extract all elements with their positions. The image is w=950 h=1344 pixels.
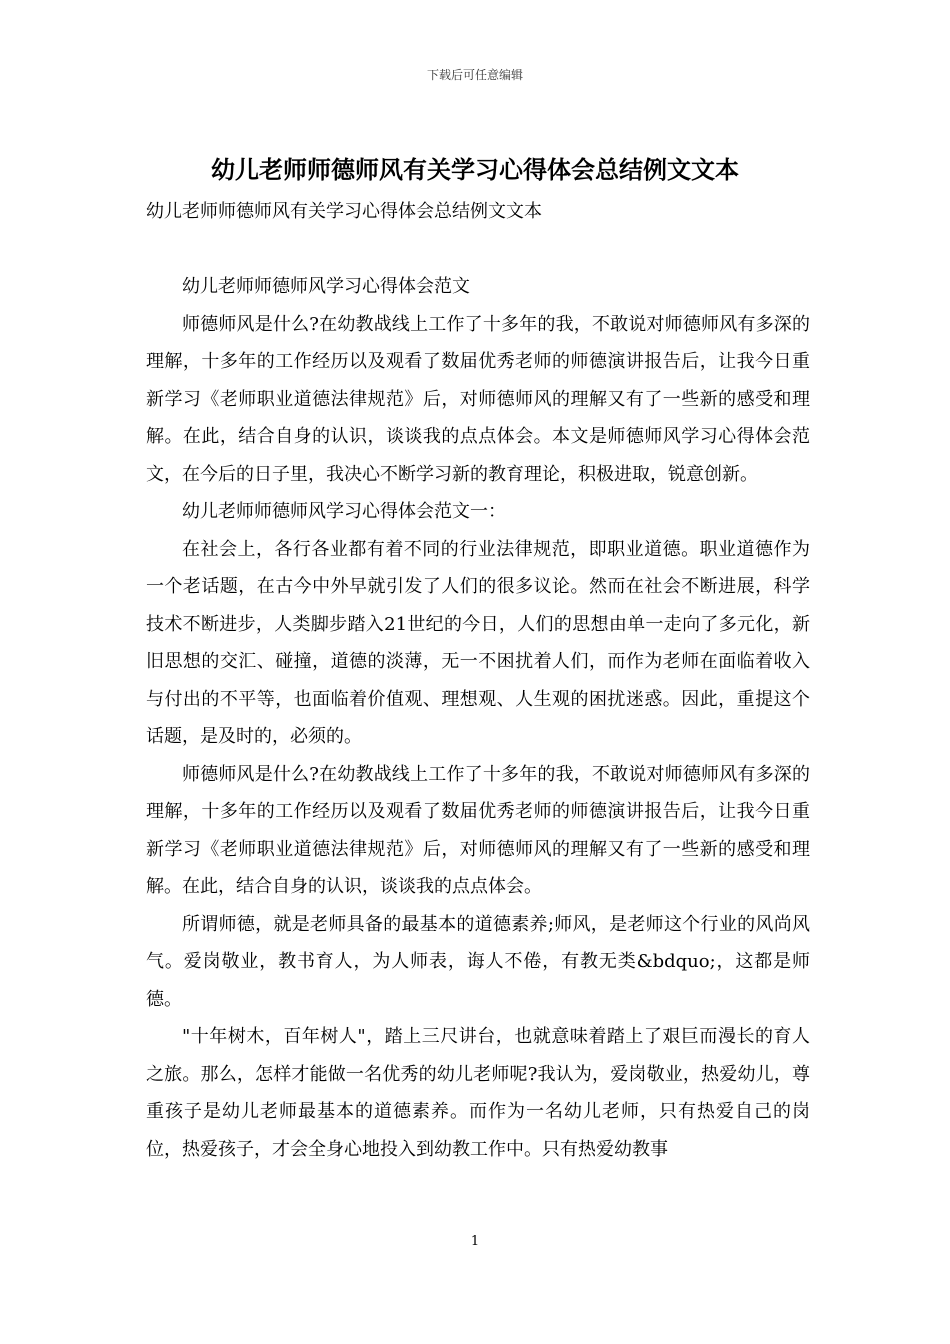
document-subtitle: 幼儿老师师德师风有关学习心得体会总结例文文本 [146,201,542,222]
paragraph: 在社会上，各行各业都有着不同的行业法律规范，即职业道德。职业道德作为一个老话题，在古今中外早就引发了人们的很多议论。然而在社会不断进展，科学技术不断进步，人类脚步踏入21世纪的今日，人们的思想由单一走向了多元化，新旧思想的交汇、碰撞，道德的淡薄，无一不困扰着人们，而作为老师在面临着收入与付出的不平等，也面临着价值观、理想观、人生观的困扰迷惑。因此，重提这个话题，是及时的，必须的。 [146,538,810,747]
paragraph: 师德师风是什么?在幼教战线上工作了十多年的我，不敢说对师德师风有多深的理解，十多年的工作经历以及观看了数届优秀老师的师德演讲报告后，让我今日重新学习《老师职业道德法律规范》后，对师德师风的理解又有了一些新的感受和理解。在此，结合自身的认识，谈谈我的点点体会。 [146,763,810,897]
paragraph: "十年树木，百年树人"，踏上三尺讲台，也就意味着踏上了艰巨而漫长的育人之旅。那么，怎样才能做一名优秀的幼儿老师呢?我认为，爱岗敬业，热爱幼儿，尊重孩子是幼儿老师最基本的道德素养。而作为一名幼儿老师，只有热爱自己的岗位，热爱孩子，才会全身心地投入到幼教工作中。只有热爱幼教事 [146,1026,810,1160]
section-heading: 幼儿老师师德师风学习心得体会范文 [182,276,470,297]
page-number: 1 [470,1234,480,1249]
paragraph: 所谓师德，就是老师具备的最基本的道德素养;师风，是老师这个行业的风尚风气。爱岗敬业，教书育人，为人师表，诲人不倦，有教无类&bdquo;，这都是师德。 [146,913,810,1010]
document-title: 幼儿老师师德师风有关学习心得体会总结例文文本 [211,155,739,184]
section-heading: 幼儿老师师德师风学习心得体会范文一： [182,501,506,522]
header-note: 下载后可任意编辑 [426,68,523,82]
paragraph: 师德师风是什么?在幼教战线上工作了十多年的我，不敢说对师德师风有多深的理解，十多年的工作经历以及观看了数届优秀老师的师德演讲报告后，让我今日重新学习《老师职业道德法律规范》后，对师德师风的理解又有了一些新的感受和理解。在此，结合自身的认识，谈谈我的点点体会。本文是师德师风学习心得体会范文，在今后的日子里，我决心不断学习新的教育理论，积极进取，锐意创新。 [146,313,810,485]
document-body [146,268,810,1168]
